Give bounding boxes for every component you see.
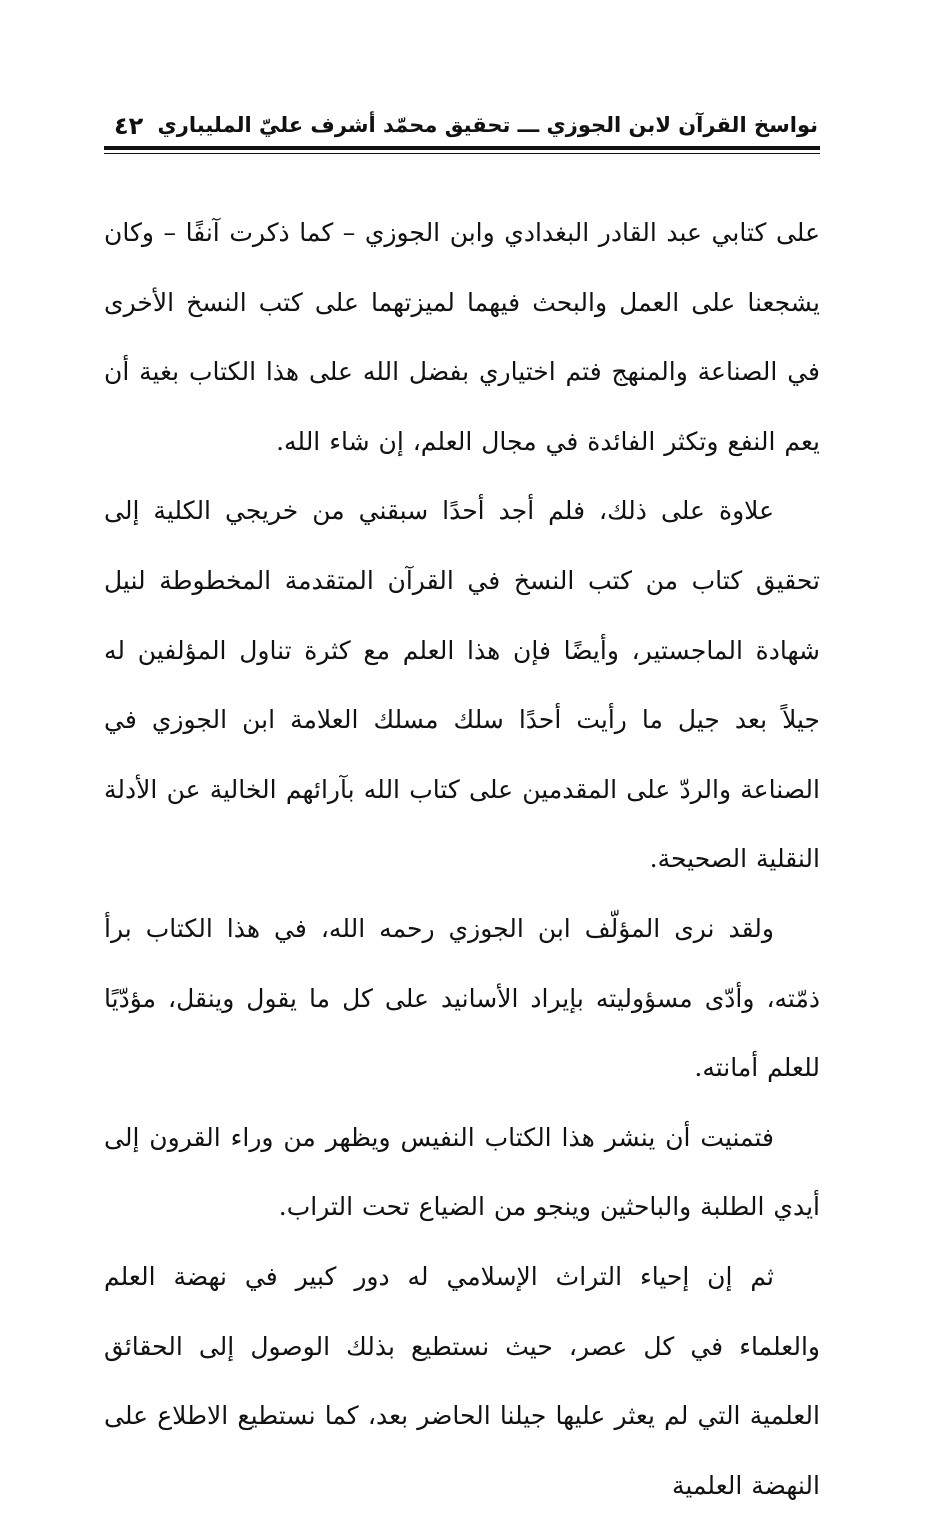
header-rule-thin — [104, 153, 820, 154]
paragraph-5: ثم إن إحياء التراث الإسلامي له دور كبير في نهضة العلم والعلماء في كل عصر، حيث نستطيع بذلك الوصول إلى الحقائق العلمية التي لم يعثر عليها جيلنا الحاضر بعد، كما نستطيع الاطلاع على النهضة العلمية — [104, 1261, 820, 1500]
page-number: ٤٢ — [114, 112, 144, 140]
paragraph-3: ولقد نرى المؤلّف ابن الجوزي رحمه الله، في هذا الكتاب برأ ذمّته، وأدّى مسؤوليته بإيراد الأسانيد على كل ما يقول وينقل، مؤدّيًا للعلم أمانته. — [104, 913, 820, 1083]
header-rule-thick — [104, 146, 820, 150]
paragraph-1: على كتابي عبد القادر البغدادي وابن الجوزي – كما ذكرت آنفًا – وكان يشجعنا على العمل والبحث فيهما لميزتهما على كتب النسخ الأخرى في الصناعة والمنهج فتم اختياري بفضل الله على هذا الكتاب بغية أن يعم النفع وتكثر الفائدة في مجال العلم، إن شاء الله. — [104, 218, 820, 456]
running-header-title: نواسخ القرآن لابن الجوزي ـــ تحقيق محمّد أشرف عليّ المليباري — [157, 113, 818, 137]
running-header — [104, 100, 820, 144]
book-page — [104, 100, 820, 1520]
body-text — [104, 198, 820, 1520]
paragraph-4: فتمنيت أن ينشر هذا الكتاب النفيس ويظهر من وراء القرون إلى أيدي الطلبة والباحثين وينجو من الضياع تحت التراب. — [104, 1122, 820, 1222]
paragraph-2: علاوة على ذلك، فلم أجد أحدًا سبقني من خريجي الكلية إلى تحقيق كتاب من كتب النسخ في القرآن المتقدمة المخطوطة لنيل شهادة الماجستير، وأيضًا فإن هذا العلم مع كثرة تناول المؤلفين له جيلاً بعد جيل ما رأيت أحدًا سلك مسلك العلامة ابن الجوزي في الصناعة والردّ على المقدمين على كتاب الله بآرائهم الخالية عن الأدلة النقلية الصحيحة. — [104, 496, 820, 874]
